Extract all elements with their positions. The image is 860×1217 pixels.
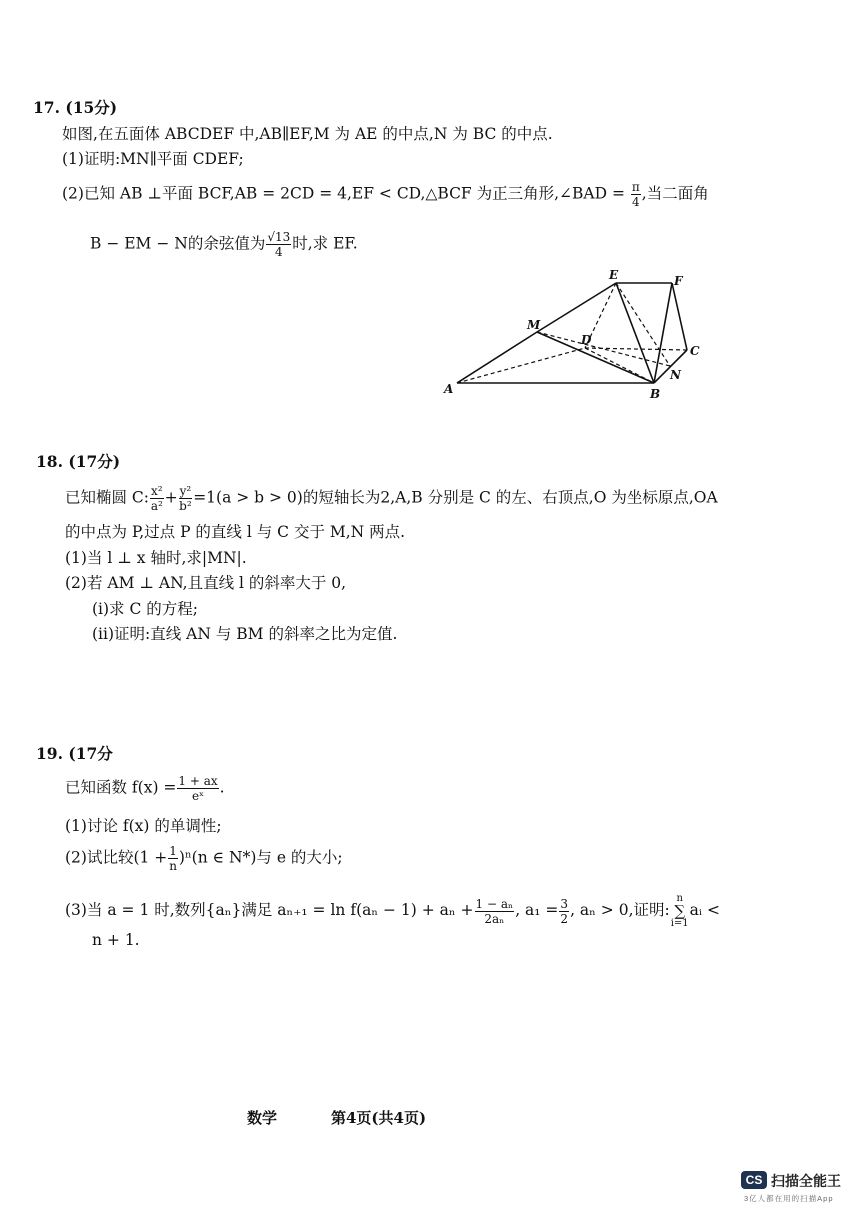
frac-denominator: b² — [179, 499, 192, 513]
q18-frac-y2-b2 — [179, 484, 193, 513]
edge-ME — [537, 283, 616, 332]
q18-plus: + — [164, 488, 178, 507]
watermark-tagline: 3亿人都在用的扫描App — [744, 1194, 834, 1203]
frac-denominator: eˣ — [191, 789, 205, 803]
q18-part1: (1)当 l ⊥ x 轴时,求|MN|. — [65, 549, 247, 567]
pentahedron-figure — [440, 265, 720, 405]
q17-fraction-pi-over-4 — [631, 180, 641, 209]
frac-denominator: 4 — [632, 195, 640, 209]
frac-numerator: 3 — [560, 896, 569, 911]
q19-part3-text-a: (3)当 a = 1 时,数列{aₙ}满足 aₙ₊₁ = ln f(aₙ − 1) + aₙ + — [65, 901, 474, 919]
footer-page-number: 第4页(共4页) — [331, 1109, 427, 1127]
q18-header: 18. (17分) — [36, 452, 121, 471]
sum-sigma: ∑ — [674, 902, 686, 920]
q17-part2-text-d: 时,求 EF. — [292, 234, 358, 253]
watermark-brand: 扫描全能王 — [771, 1173, 841, 1189]
q19-frac-seq — [475, 897, 515, 926]
frac-denominator: n — [169, 859, 177, 873]
label-E: E — [609, 268, 619, 282]
q19-text-b: . — [219, 778, 225, 797]
frac-numerator: 1 + ax — [178, 774, 218, 788]
edge-FC — [672, 283, 687, 350]
frac-denominator: a² — [150, 499, 163, 513]
label-A: A — [444, 382, 454, 396]
footer-subject: 数学 — [247, 1109, 278, 1127]
q17-intro: 如图,在五面体 ABCDEF 中,AB∥EF,M 为 AE 的中点,N 为 BC 的中点. — [62, 125, 553, 143]
q17-part2-line1 — [62, 180, 709, 209]
q19-part2-text-b: )ⁿ(n ∈ N*)与 e 的大小; — [178, 848, 343, 867]
q19-line1 — [65, 774, 225, 803]
label-B: B — [650, 387, 661, 401]
q18-part2: (2)若 AM ⊥ AN,且直线 l 的斜率大于 0, — [65, 574, 347, 592]
sum-upper: n — [676, 893, 683, 904]
q18-line1 — [65, 484, 718, 513]
edge-AD — [457, 348, 585, 383]
edge-AM — [457, 332, 537, 383]
frac-denominator: 4 — [274, 245, 283, 259]
q18-frac-x2-a2 — [150, 484, 164, 513]
frac-numerator: 1 − aₙ — [475, 896, 514, 911]
edge-MB — [537, 332, 654, 383]
sum-lower: i=1 — [670, 918, 689, 929]
q19-part2 — [65, 844, 343, 873]
q17-fraction-cos — [266, 230, 291, 259]
q19-frac-function — [177, 774, 218, 803]
q17-part2-text-b: ,当二面角 — [641, 184, 709, 203]
frac-denominator: 2 — [560, 911, 569, 926]
label-M: M — [527, 318, 541, 332]
q17-part1: (1)证明:MN∥平面 CDEF; — [62, 150, 244, 168]
label-C: C — [690, 344, 700, 358]
frac-numerator: 1 — [169, 844, 177, 858]
q19-part3-text-d: aᵢ < — [689, 901, 720, 919]
q17-part2-text-a: (2)已知 AB ⊥平面 BCF,AB = 2CD = 4,EF < CD,△BCF 为正三角形,∠BAD = — [62, 184, 625, 203]
q19-part2-text-a: (2)试比较(1 + — [65, 848, 168, 867]
q19-part3-text-b: , a₁ = — [515, 901, 559, 919]
q18-text-a: 已知椭圆 C: — [65, 488, 150, 507]
q18-text-b: =1(a > b > 0)的短轴长为2,A,B 分别是 C 的左、右顶点,O 为坐标原点,OA — [193, 488, 718, 507]
label-N: N — [670, 368, 681, 382]
q18-line2: 的中点为 P,过点 P 的直线 l 与 C 交于 M,N 两点. — [65, 523, 406, 541]
q19-header: 19. (17分 — [36, 744, 113, 763]
q17-header: 17. (15分) — [33, 98, 118, 117]
q18-part2-i: (i)求 C 的方程; — [92, 600, 198, 618]
q19-part3-line2: n + 1. — [92, 931, 140, 949]
q19-summation — [671, 893, 689, 929]
frac-numerator: π — [631, 180, 640, 194]
q19-text-a: 已知函数 f(x) = — [65, 778, 177, 797]
frac-denominator: 2aₙ — [484, 911, 505, 926]
frac-numerator: x² — [151, 484, 163, 498]
q17-part2-text-c: B − EM − N的余弦值为 — [90, 234, 266, 253]
q19-frac-1-over-n — [168, 844, 178, 873]
q19-frac-3-over-2 — [559, 897, 569, 926]
q18-part2-ii: (ii)证明:直线 AN 与 BM 的斜率之比为定值. — [92, 625, 398, 643]
label-F: F — [674, 274, 683, 288]
q19-part3-text-c: , aₙ > 0,证明: — [570, 901, 670, 919]
q19-part3 — [65, 893, 720, 929]
q17-part2-line2 — [90, 230, 358, 259]
frac-numerator: √13 — [267, 230, 291, 244]
label-D: D — [581, 333, 592, 347]
q19-part1: (1)讨论 f(x) 的单调性; — [65, 817, 222, 835]
camscanner-logo-icon: CS — [741, 1171, 767, 1189]
frac-numerator: y² — [179, 484, 192, 498]
